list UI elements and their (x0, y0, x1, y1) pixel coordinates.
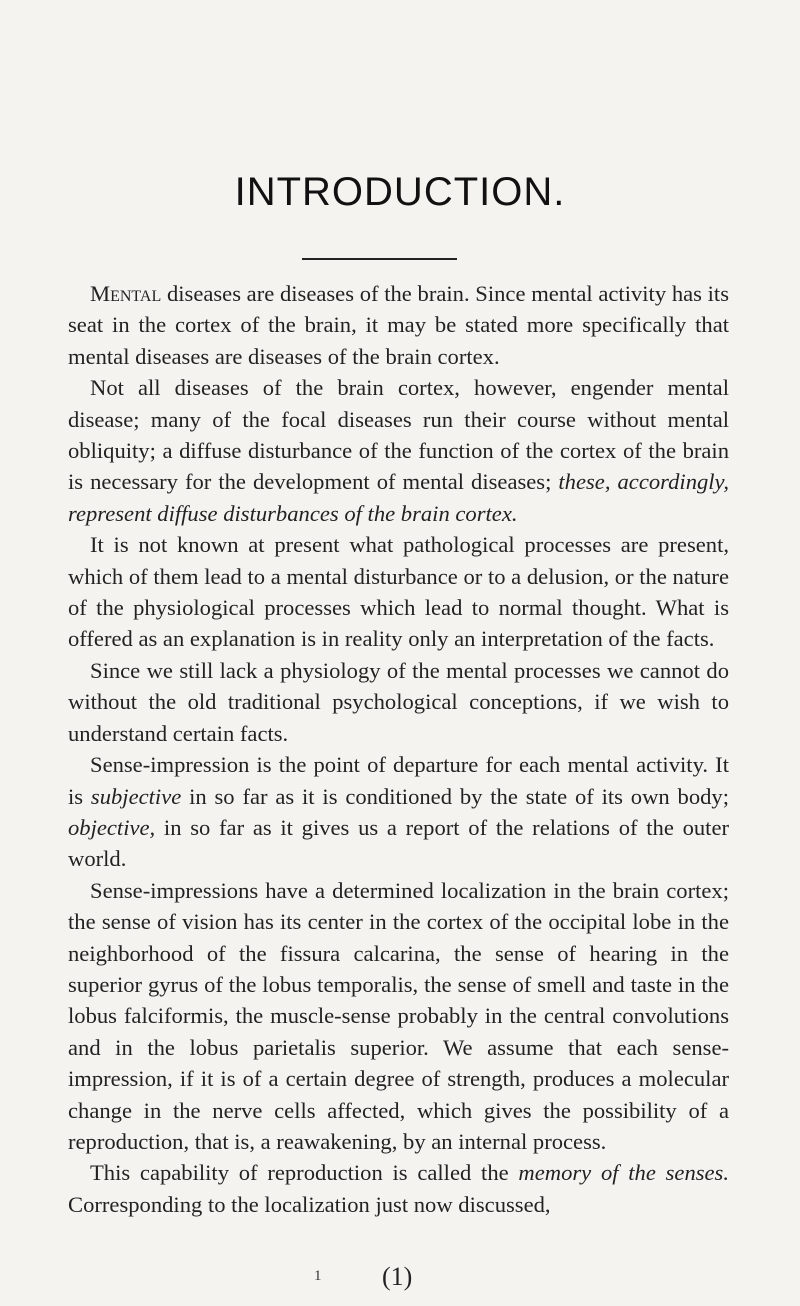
heading-rule (302, 258, 457, 260)
paragraph-1: Mental diseases are diseases of the brain. Since mental activity has its seat in the cortex of the brain, it may be stated more specifically that mental diseases are diseases of the brain cortex. (68, 281, 729, 369)
paragraph-4: Since we still lack a physiology of the mental processes we cannot do without the old traditional psychological conceptions, if we wish to understand certain facts. (68, 657, 729, 746)
paragraph-2: Not all diseases of the brain cortex, however, engender mental disease; many of the focal diseases run their course without mental obliquity; a diffuse disturbance of the function of the cortex of the brain is necessary for the development of mental diseases; these, accordingly, represent diffuse disturbances of the brain cortex. (68, 375, 729, 526)
chapter-heading: INTRODUCTION. (234, 170, 566, 214)
small-caps-lead: Mental (90, 281, 162, 306)
emphasis: memory of the senses. (518, 1160, 730, 1186)
paragraph-7: This capability of reproduction is called the memory of the senses. Corresponding to the localization just now discussed, (68, 1160, 730, 1217)
page-number: (1) (382, 1262, 413, 1291)
signature-mark: 1 (314, 1268, 322, 1284)
paragraph-6: Sense-impressions have a determined localization in the brain cortex; the sense of vision has its center in the cortex of the occipital lobe in the neighborhood of the fissura calcarina, the sense of hearing in the superior gyrus of the lobus temporalis, the sense of smell and taste in the lobus falciformis, the muscle-sense probably in the central convolutions and in the lobus parietalis superior. We assume that each sense-impression, if it is of a certain degree of strength, produces a molecular change in the nerve cells affected, which gives the possibility of a reproduction, that is, a reawakening, by an internal process. (68, 877, 729, 1154)
emphasis: objective, (68, 814, 156, 840)
emphasis: these, accordingly, represent diffuse disturbances of the brain cortex. (68, 469, 729, 526)
paragraph-3: It is not known at present what pathological processes are present, which of them lead to a mental disturbance or to a delusion, or the nature of the physiological processes which lead to normal thought. What is offered as an explanation is in reality only an interpretation of the facts. (68, 532, 729, 652)
emphasis: subjective (90, 783, 182, 809)
body-text (68, 278, 729, 1220)
paragraph-5: Sense-impression is the point of departure for each mental activity. It is subjective in so far as it is conditioned by the state of its own body; objective, in so far as it gives us a report of the relations of the outer world. (68, 752, 730, 872)
